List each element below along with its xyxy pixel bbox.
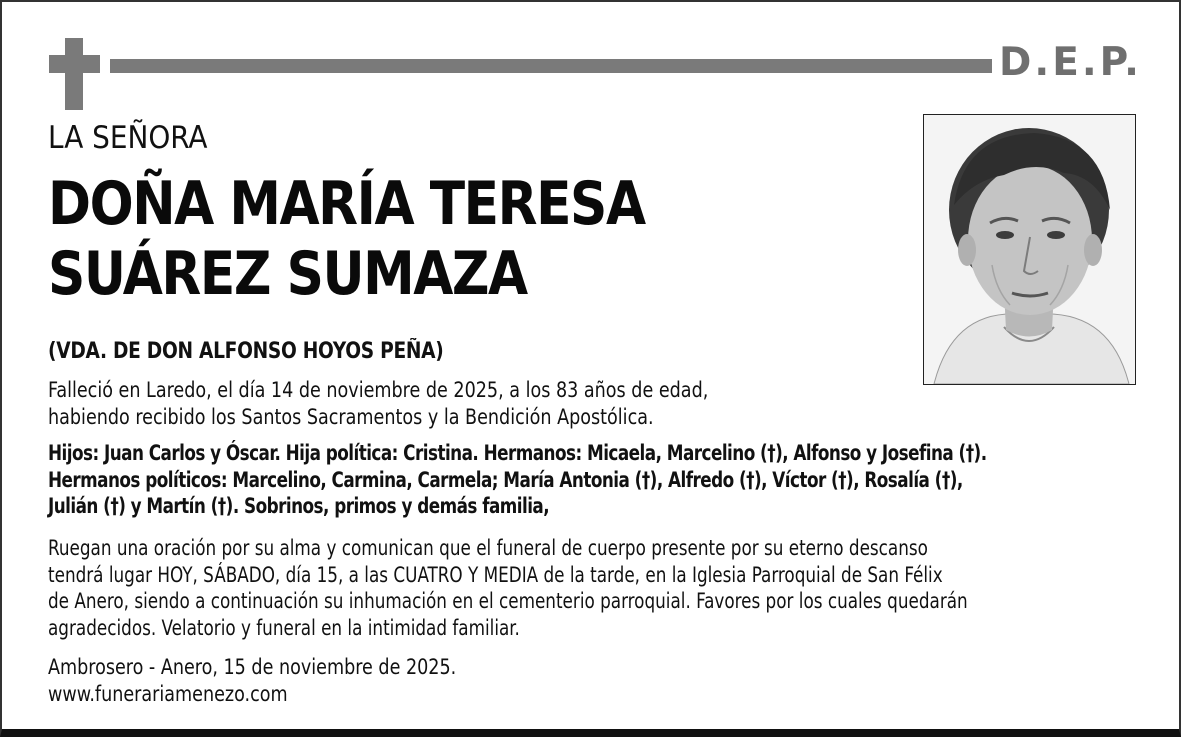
- website-link[interactable]: www.funerariamenezo.com: [48, 681, 288, 706]
- text-line: tendrá lugar HOY, SÁBADO, día 15, a las CUATRO Y MEDIA de la tarde, en la Iglesia Parroquial de San Félix: [48, 562, 943, 587]
- death-notice-text: [48, 377, 708, 430]
- pre-title: LA SEÑORA: [48, 120, 208, 156]
- place-date: Ambrosero - Anero, 15 de noviembre de 2025.: [48, 655, 457, 679]
- cross-horizontal-bar: [49, 55, 100, 73]
- text-line: de Anero, siendo a continuación su inhumación en el cementerio parroquial. Favores por los cuales quedarán: [48, 589, 968, 613]
- widow-of-line: (VDA. DE DON ALFONSO HOYOS PEÑA): [48, 339, 444, 364]
- footer: [48, 654, 456, 707]
- deceased-name-line: DOÑA MARÍA TERESA: [48, 169, 645, 239]
- text-line: Hijos: Juan Carlos y Óscar. Hija política: Cristina. Hermanos: Micaela, Marcelino (†), Alfonso y Josefina (†).: [48, 441, 987, 465]
- deceased-name: [48, 169, 645, 309]
- dep-label: D.E.P.: [999, 40, 1142, 85]
- text-line: Ruegan una oración por su alma y comunican que el funeral de cuerpo presente por su eterno descanso: [48, 536, 928, 560]
- cross-vertical-bar: [65, 38, 83, 110]
- family-list: [48, 440, 987, 520]
- deceased-name-line: SUÁREZ SUMAZA: [48, 239, 527, 309]
- text-line: agradecidos. Velatorio y funeral en la intimidad familiar.: [48, 615, 520, 640]
- portrait-image: [924, 115, 1135, 384]
- text-line: Falleció en Laredo, el día 14 de noviembre de 2025, a los 83 años de edad,: [48, 378, 709, 402]
- text-line: habiendo recibido los Santos Sacramentos y la Bendición Apostólica.: [48, 404, 654, 429]
- deceased-photo: [923, 114, 1136, 385]
- text-line: Hermanos políticos: Marcelino, Carmina, Carmela; María Antonia (†), Alfredo (†), Víctor (†), Rosalía (†),: [48, 467, 963, 492]
- text-line: Julián (†) y Martín (†). Sobrinos, primos y demás familia,: [48, 494, 550, 518]
- funeral-announcement: [48, 535, 968, 641]
- header-rule: [110, 59, 992, 73]
